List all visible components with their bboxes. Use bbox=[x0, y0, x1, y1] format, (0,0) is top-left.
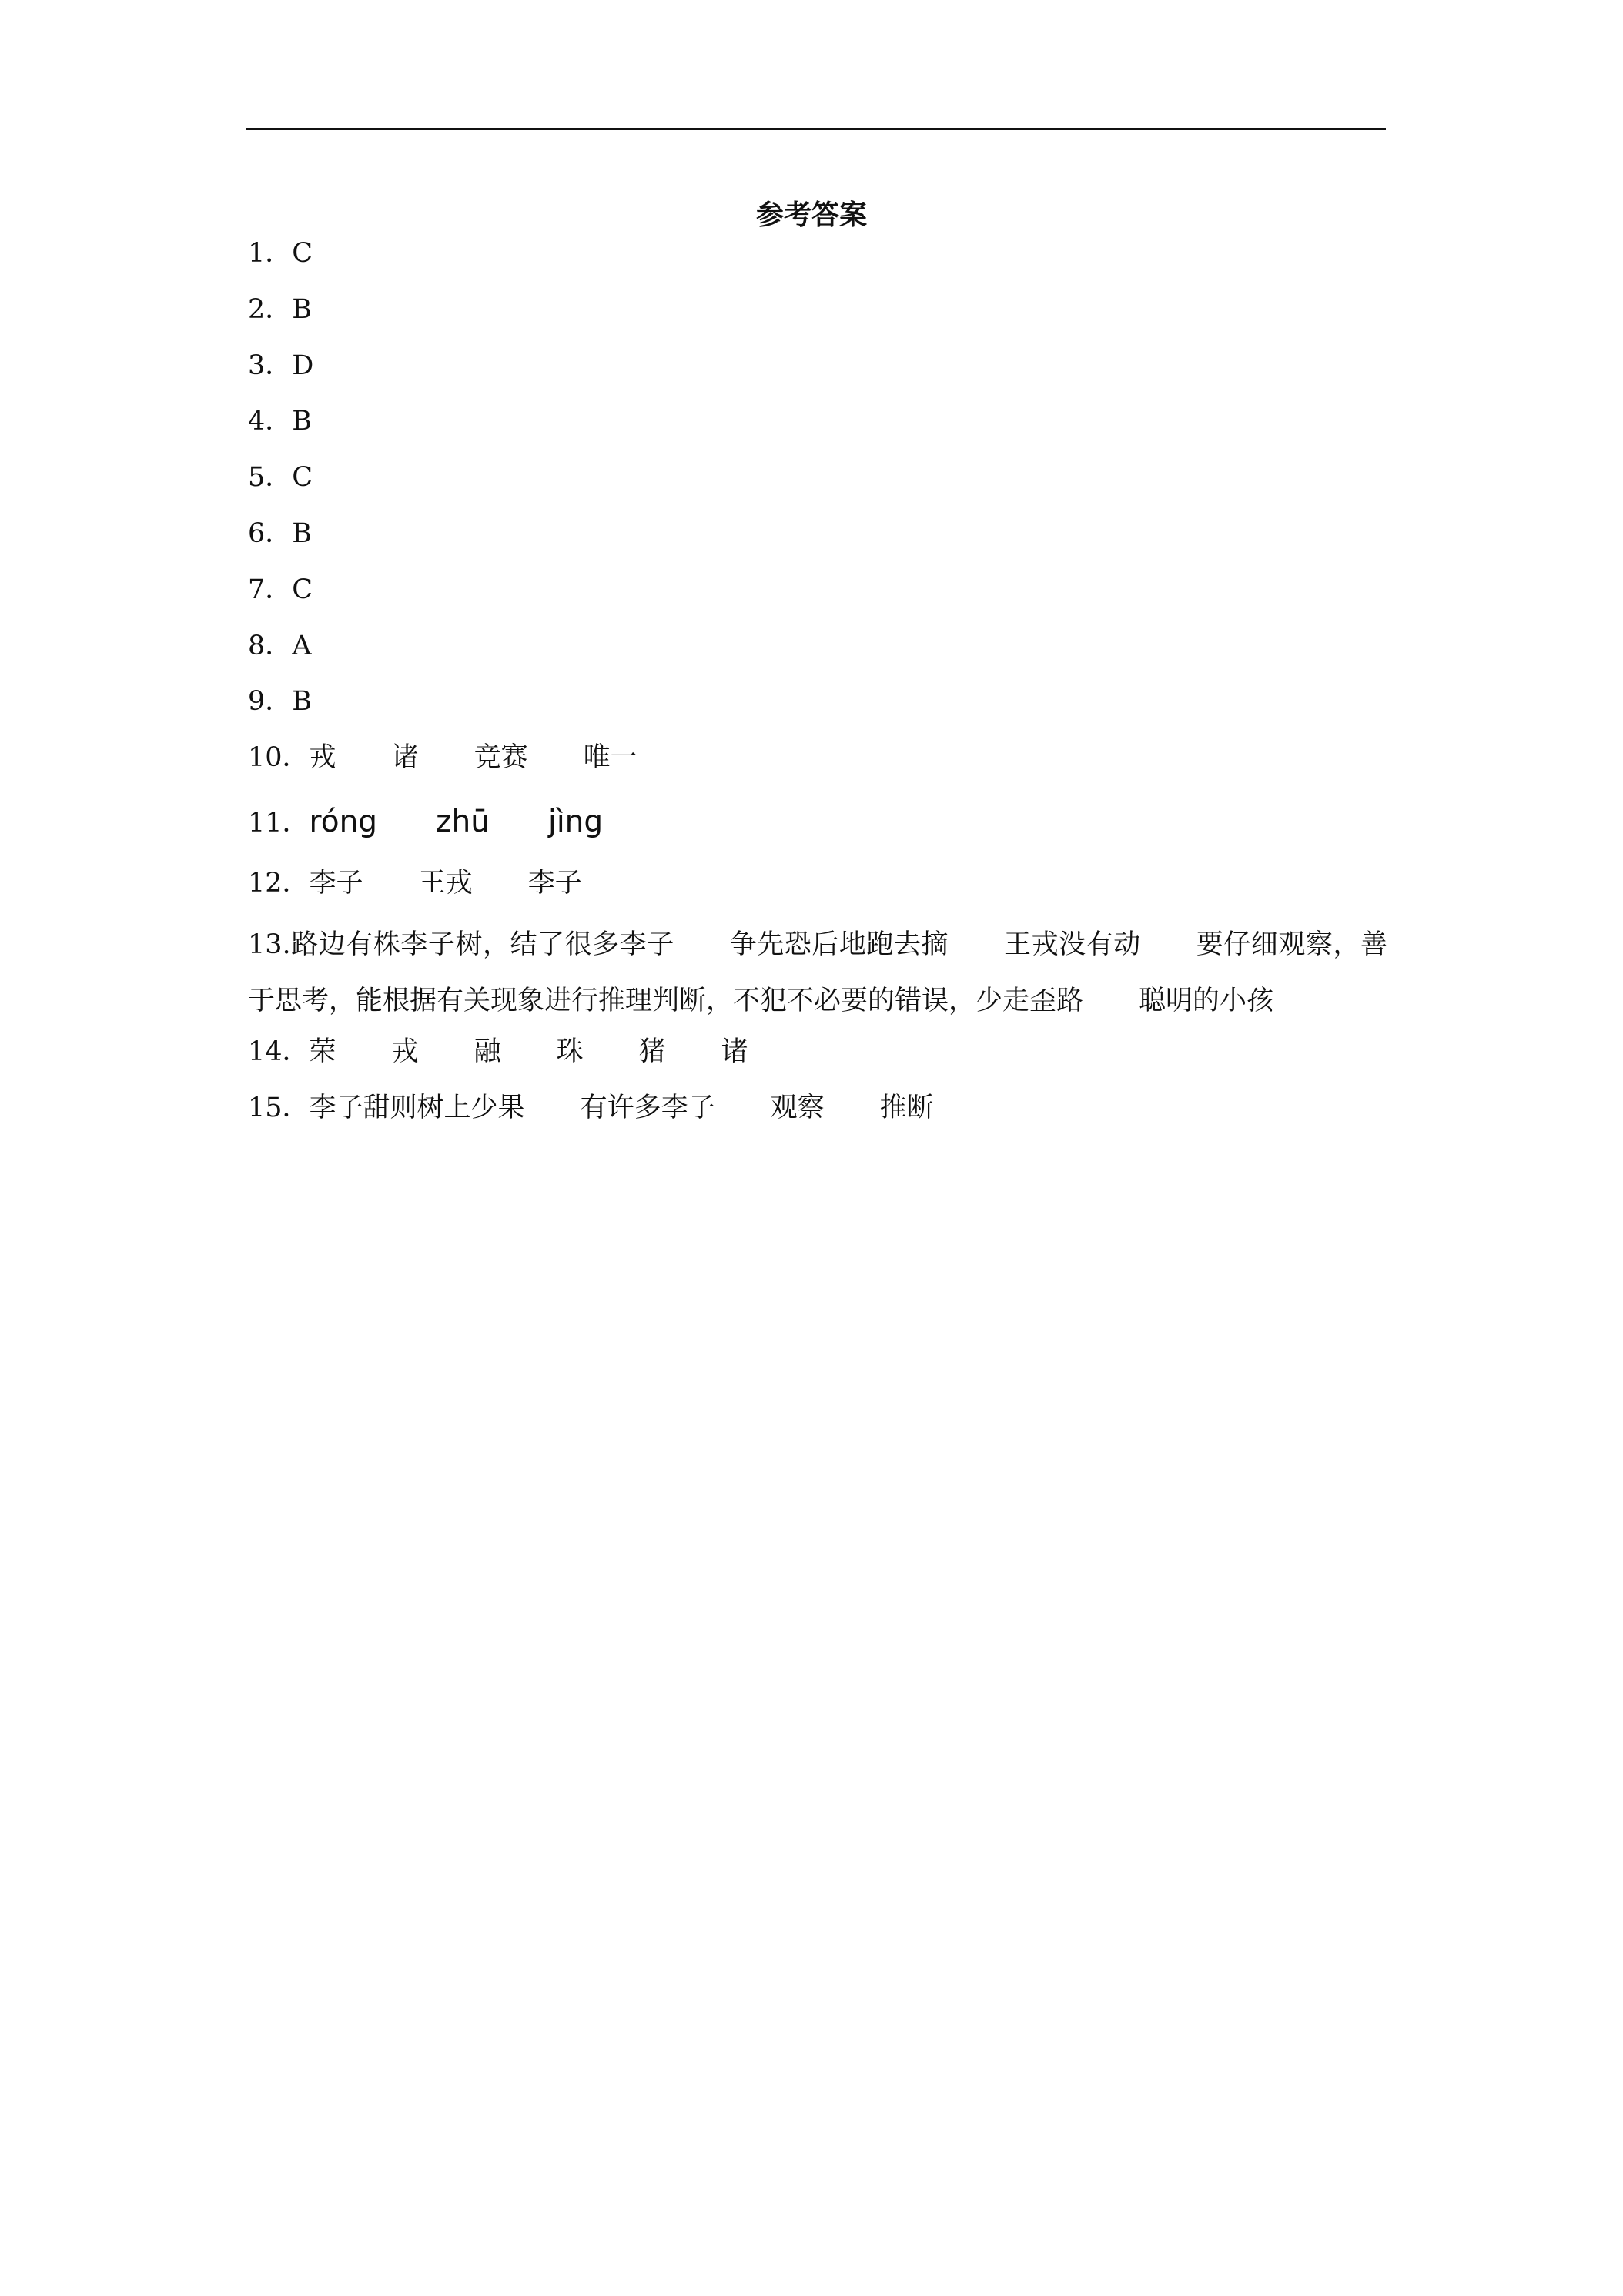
answer-part: 猪 bbox=[638, 1036, 666, 1067]
answer-list bbox=[248, 231, 1387, 1141]
answer-text: B bbox=[292, 517, 313, 549]
answer-part: 珠 bbox=[556, 1036, 584, 1067]
answer-text: B bbox=[292, 293, 313, 325]
answer-text: A bbox=[292, 630, 312, 661]
answer-number: 7． bbox=[248, 574, 293, 605]
answer-part: 唯一 bbox=[583, 742, 637, 774]
answer-item-2 bbox=[248, 287, 1387, 343]
answer-part: 戎 bbox=[309, 742, 336, 774]
answer-item-10 bbox=[248, 735, 1387, 792]
answer-item-12 bbox=[248, 861, 1387, 917]
pinyin-answer: zhū bbox=[436, 804, 490, 839]
answer-number: 1． bbox=[248, 238, 293, 269]
answer-number: 11． bbox=[248, 807, 310, 838]
answer-number: 6． bbox=[248, 517, 293, 549]
document-title: 参考答案 bbox=[755, 199, 867, 231]
answer-number: 2． bbox=[248, 293, 293, 325]
answer-number: 3． bbox=[248, 350, 293, 381]
answer-item-3 bbox=[248, 343, 1387, 400]
answer-part: 李子 bbox=[527, 867, 582, 899]
answer-item-5 bbox=[248, 455, 1387, 511]
answer-item-13 bbox=[248, 917, 1387, 1029]
answer-part: 李子 bbox=[309, 867, 363, 899]
answer-part: 诸 bbox=[721, 1036, 748, 1067]
answer-part: 荣 bbox=[309, 1036, 336, 1067]
answer-text: C bbox=[292, 462, 313, 494]
answer-item-8 bbox=[248, 624, 1387, 680]
answer-part: 观察 bbox=[770, 1092, 825, 1123]
answer-item-1 bbox=[248, 231, 1387, 287]
answer-text: D bbox=[292, 350, 314, 381]
answer-item-15 bbox=[248, 1086, 1387, 1142]
answer-number: 8． bbox=[248, 630, 293, 661]
answer-text: B bbox=[292, 686, 313, 718]
answer-item-14 bbox=[248, 1029, 1387, 1086]
answer-part: 李子甜则树上少果 bbox=[309, 1092, 525, 1123]
answer-part: 戎 bbox=[391, 1036, 419, 1067]
answer-number: 15． bbox=[248, 1092, 310, 1123]
answer-part: 有许多李子 bbox=[580, 1092, 715, 1123]
answer-part: 王戎没有动 bbox=[1004, 929, 1141, 960]
answer-part: 路边有株李子树，结了很多李子 bbox=[290, 929, 674, 960]
pinyin-answer: róng bbox=[309, 804, 378, 839]
header-rule bbox=[246, 128, 1386, 130]
answer-part: 争先恐后地跑去摘 bbox=[729, 929, 949, 960]
answer-item-7 bbox=[248, 567, 1387, 624]
answer-item-9 bbox=[248, 679, 1387, 735]
answer-number: 9． bbox=[248, 686, 293, 718]
answer-part: 推断 bbox=[879, 1092, 934, 1123]
answer-number: 14． bbox=[248, 1036, 310, 1067]
answer-text: C bbox=[292, 238, 313, 269]
answer-part: 融 bbox=[474, 1036, 501, 1067]
answer-item-11 bbox=[248, 792, 1387, 861]
answer-part: 聪明的小孩 bbox=[1139, 985, 1274, 1016]
answer-item-6 bbox=[248, 511, 1387, 567]
answer-part: 要仔细观察，善于思考，能根据有关现象进行推理判断，不犯不必要的错误，少走歪路 bbox=[248, 929, 1387, 1016]
answer-number: 10． bbox=[248, 742, 310, 774]
answer-part: 王戎 bbox=[418, 867, 473, 899]
answer-number: 12． bbox=[248, 867, 310, 899]
answer-part: 诸 bbox=[391, 742, 419, 774]
answer-number: 5． bbox=[248, 462, 293, 494]
answer-number: 4． bbox=[248, 406, 293, 437]
answer-text: B bbox=[292, 406, 313, 437]
pinyin-answer: jìng bbox=[547, 804, 604, 839]
answer-item-4 bbox=[248, 399, 1387, 455]
answer-text: C bbox=[292, 574, 313, 605]
answer-number: 13. bbox=[248, 929, 291, 960]
answer-part: 竞赛 bbox=[474, 742, 528, 774]
